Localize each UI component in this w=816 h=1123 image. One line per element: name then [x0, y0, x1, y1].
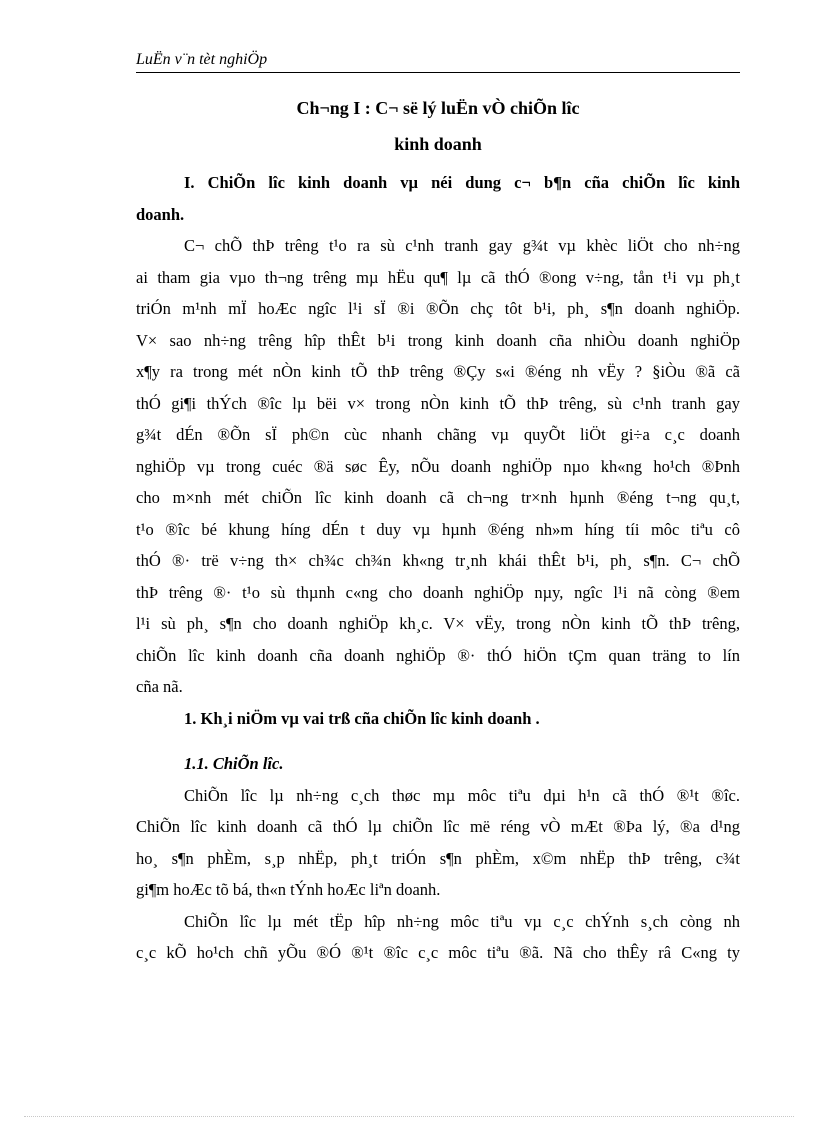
sub-subsection-heading: 1.1. ChiÕn lîc.: [184, 754, 284, 773]
spacer: [136, 734, 740, 748]
paragraph-line: nghiÖp vµ trong cuéc ®ä søc Êy, nÕu doanh nghiÖp nµo kh«ng ho¹ch ®Þnh: [136, 456, 740, 476]
paragraph: [136, 230, 740, 703]
running-header: LuËn v¨n tèt nghiÖp: [136, 50, 740, 73]
section-heading-continued: doanh.: [136, 204, 185, 224]
paragraph-line: cho m×nh mét chiÕn lîc kinh doanh cã ch¬ng tr×nh hµnh ®éng t¬ng qu¸t,: [136, 488, 740, 507]
paragraph-line: thÓ gi¶i thÝch ®îc lµ bëi v× trong nÒn kinh tÕ thÞ trêng, sù c¹nh tranh gay: [136, 393, 740, 413]
paragraph-line: t¹o ®îc bé khung híng dÉn t duy vµ hµnh ®éng nh»m híng tíi môc tiªu cô: [136, 519, 740, 539]
paragraph-line: ho¸ s¶n phÈm, s¸p nhËp, ph¸t triÓn s¶n phÈm, x©m nhËp thÞ trêng, c¾t: [136, 848, 740, 868]
paragraph-line: ChiÕn lîc lµ nh÷ng c¸ch thøc mµ môc tiªu dµi h¹n cã thÓ ®¹t ®îc.: [184, 785, 740, 805]
section-heading: I. ChiÕn lîc kinh doanh vµ néi dung c¬ b¶n cña chiÕn lîc kinh: [184, 173, 740, 192]
chapter-title: Ch¬ng I : C¬ së lý luËn vÒ chiÕn lîc: [296, 98, 580, 118]
paragraph-line: x¶y ra trong mét nÒn kinh tÕ thÞ trêng ®Çy s«i ®éng nh vËy ? §iÒu ®ã cã: [136, 362, 740, 381]
document-body: [136, 167, 740, 969]
paragraph-line: cña nã.: [136, 677, 183, 696]
paragraph-line: ChiÕn lîc kinh doanh cã thÓ lµ chiÕn lîc më réng vÒ mÆt ®Þa lý, ®a d¹ng: [136, 817, 740, 836]
paragraph: [136, 906, 740, 969]
paragraph-line: ai tham gia vµo th¬ng trêng mµ hËu qu¶ lµ cã thÓ ®ong v÷ng, tån t¹i vµ ph¸t: [136, 267, 740, 287]
paragraph-line: chiÕn lîc kinh doanh cña doanh nghiÖp ®· thÓ hiÖn tÇm quan träng to lín: [136, 645, 740, 665]
paragraph-line: gi¶m hoÆc tõ bá, th«n tÝnh hoÆc liªn doanh.: [136, 880, 441, 899]
paragraph-line: g¾t dÉn ®Õn sÏ ph©n cùc nhanh chãng vµ quyÕt liÖt gi÷a c¸c doanh: [136, 425, 740, 444]
paragraph-line: c¸c kÕ ho¹ch chñ yÕu ®Ó ®¹t ®îc c¸c môc tiªu ®ã. Nã cho thÊy râ C«ng ty: [136, 943, 740, 962]
paragraph-line: V× sao nh÷ng trêng hîp thÊt b¹i trong kinh doanh cña nhiÒu doanh nghiÖp: [136, 330, 740, 350]
paragraph: [136, 780, 740, 906]
paragraph-line: thÓ ®· trë v÷ng th× ch¾c ch¾n kh«ng tr¸nh khái thÊt b¹i, ph¸ s¶n. C¬ chÕ: [136, 551, 740, 570]
paragraph-line: ChiÕn lîc lµ mét tËp hîp nh÷ng môc tiªu vµ c¸c chÝnh s¸ch còng nh: [184, 911, 740, 931]
subsection-heading: 1. Kh¸i niÖm vµ vai trß cña chiÕn lîc kinh doanh .: [184, 708, 540, 728]
paragraph-line: triÓn m¹nh mÏ hoÆc ngîc l¹i sÏ ®i ®Õn chç tôt b¹i, ph¸ s¶n doanh nghiÖp.: [136, 299, 740, 318]
page-bottom-rule: [24, 1116, 794, 1117]
chapter-subtitle: kinh doanh: [394, 134, 482, 154]
paragraph-line: l¹i sù ph¸ s¶n cho doanh nghiÖp kh¸c. V× vËy, trong nÒn kinh tÕ thÞ trêng,: [136, 614, 740, 633]
paragraph-line: C¬ chÕ thÞ trêng t¹o ra sù c¹nh tranh gay g¾t vµ khèc liÖt cho nh÷ng: [184, 236, 740, 255]
paragraph-line: thÞ trêng ®· t¹o sù thµnh c«ng cho doanh nghiÖp nµy, ngîc l¹i nã còng ®em: [136, 582, 740, 602]
